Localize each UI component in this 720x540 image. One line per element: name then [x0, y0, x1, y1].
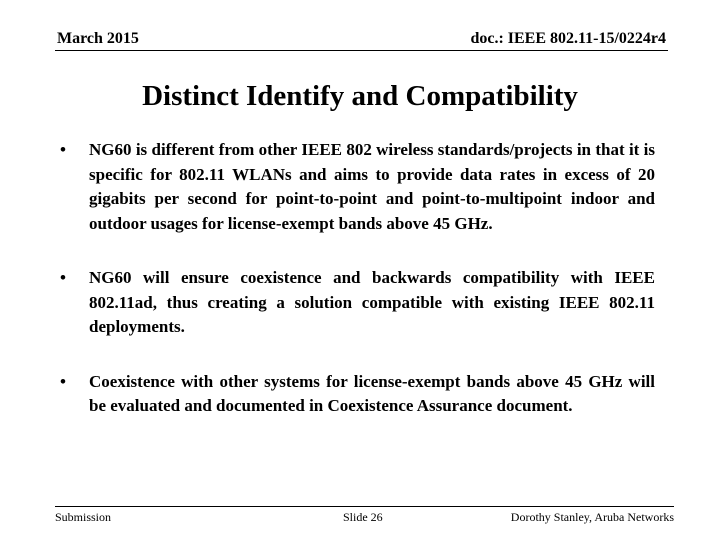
footer-author: Dorothy Stanley, Aruba Networks	[510, 510, 674, 524]
bullet-text: NG60 will ensure coexistence and backwards compatibility with IEEE 802.11ad, thus creating a solution compatible with existing IEEE 802.11 deployments.	[89, 268, 655, 336]
slide-header	[55, 28, 668, 51]
bullet-marker: •	[60, 371, 66, 391]
slide-footer	[55, 506, 674, 527]
bullet-text: NG60 is different from other IEEE 802 wireless standards/projects in that it is specific for 802.11 WLANs and aims to provide data rates in excess of 20 gigabits per second for point-to-point and point-to-multipoint indoor and outdoor usages for license-exempt bands above 45 GHz.	[89, 140, 655, 233]
header-date: March 2015	[57, 30, 139, 47]
bullet-list	[60, 138, 655, 449]
bullet-marker: •	[60, 268, 66, 287]
footer-submission: Submission	[55, 510, 112, 524]
bullet-marker: •	[60, 140, 66, 159]
header-doc-id: doc.: IEEE 802.11-15/0224r4	[470, 30, 666, 47]
bullet-item	[60, 370, 655, 419]
bullet-text: Coexistence with other systems for license-exempt bands above 45 GHz will be evaluated and documented in Coexistence Assurance document.	[89, 371, 655, 415]
bullet-item	[60, 266, 655, 340]
slide-title: Distinct Identify and Compatibility	[142, 80, 578, 112]
bullet-item	[60, 138, 655, 236]
footer-slide-number: Slide 26	[343, 510, 383, 524]
